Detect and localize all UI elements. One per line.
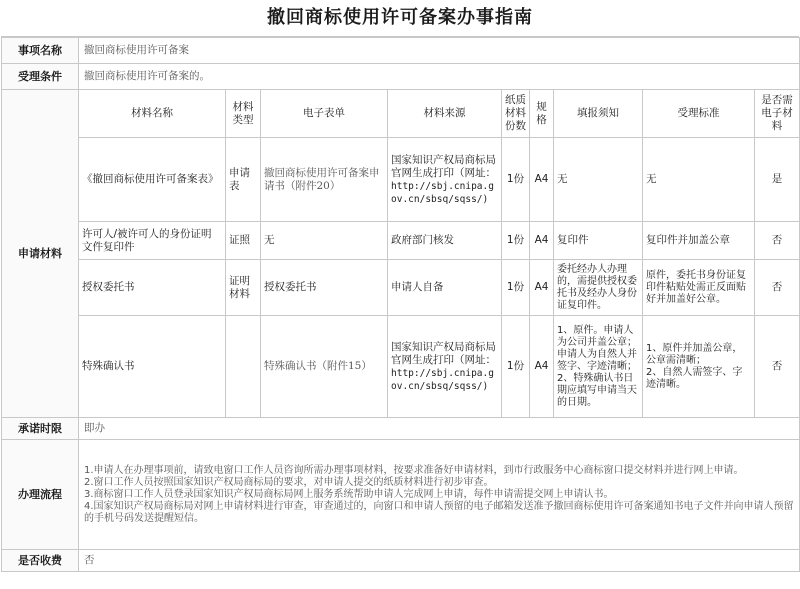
material-copies: 1份 bbox=[502, 222, 530, 260]
table-row bbox=[2, 260, 800, 316]
col-header-source: 材料来源 bbox=[388, 90, 502, 138]
material-notes: 委托经办人办理的，需提供授权委托书及经办人身份证复印件。 bbox=[554, 260, 643, 316]
col-header-copies: 纸质材料份数 bbox=[502, 90, 530, 138]
fee-row bbox=[2, 550, 800, 572]
material-type: 申请表 bbox=[226, 138, 261, 222]
material-copies: 1份 bbox=[502, 138, 530, 222]
acceptance-value: 撤回商标使用许可备案的。 bbox=[79, 64, 800, 90]
material-form: 撤回商标使用许可备案申请书（附件20） bbox=[261, 138, 388, 222]
material-standard: 原件，委托书身份证复印件粘贴处需正反面贴好并加盖好公章。 bbox=[643, 260, 755, 316]
material-notes: 复印件 bbox=[554, 222, 643, 260]
material-standard: 1、原件并加盖公章，公章需清晰； 2、自然人需签字、字迹清晰。 bbox=[643, 316, 755, 418]
process-row bbox=[2, 440, 800, 550]
process-step: 1.申请人在办理事项前，请致电窗口工作人员咨询所需办理事项材料，按要求准备好申请材料，到市行政服务中心商标窗口提交材料并进行网上申请。 bbox=[84, 464, 744, 476]
material-electronic: 否 bbox=[755, 222, 800, 260]
materials-header-row bbox=[2, 90, 800, 138]
material-source bbox=[388, 222, 502, 260]
material-source-url: http://sbj.cnipa.gov.cn/sbsq/sqss/) bbox=[391, 180, 494, 205]
col-header-electronic: 是否需电子材料 bbox=[755, 90, 800, 138]
material-form: 无 bbox=[261, 222, 388, 260]
material-electronic: 否 bbox=[755, 316, 800, 418]
material-spec: A4 bbox=[530, 316, 554, 418]
material-copies: 1份 bbox=[502, 260, 530, 316]
process-step: 3.商标窗口工作人员登录国家知识产权局商标局网上服务系统帮助申请人完成网上申请，每件申请需提交网上申请认书。 bbox=[84, 488, 614, 500]
col-header-name: 材料名称 bbox=[79, 90, 226, 138]
material-form: 特殊确认书（附件15） bbox=[261, 316, 388, 418]
table-row bbox=[2, 222, 800, 260]
material-electronic: 是 bbox=[755, 138, 800, 222]
material-type bbox=[226, 316, 261, 418]
col-header-type: 材料类型 bbox=[226, 90, 261, 138]
material-source-url: http://sbj.cnipa.gov.cn/sbsq/sqss/) bbox=[391, 367, 494, 392]
fee-value: 否 bbox=[79, 550, 800, 572]
table-row bbox=[2, 316, 800, 418]
time-limit-label: 承诺时限 bbox=[2, 418, 79, 440]
material-source-text: 申请人自备 bbox=[391, 281, 444, 293]
material-standard: 复印件并加盖公章 bbox=[643, 222, 755, 260]
process-label: 办理流程 bbox=[2, 440, 79, 550]
material-source bbox=[388, 316, 502, 418]
material-copies: 1份 bbox=[502, 316, 530, 418]
material-name: 特殊确认书 bbox=[79, 316, 226, 418]
col-header-spec: 规格 bbox=[530, 90, 554, 138]
col-header-notes: 填报须知 bbox=[554, 90, 643, 138]
fee-label: 是否收费 bbox=[2, 550, 79, 572]
material-source-text: 国家知识产权局商标局官网生成打印（网址： bbox=[391, 340, 496, 366]
material-type: 证明材料 bbox=[226, 260, 261, 316]
materials-label: 申请材料 bbox=[2, 90, 79, 418]
acceptance-row bbox=[2, 64, 800, 90]
material-name: 授权委托书 bbox=[79, 260, 226, 316]
col-header-standard: 受理标准 bbox=[643, 90, 755, 138]
material-source-text: 政府部门核发 bbox=[391, 234, 454, 246]
material-source-text: 国家知识产权局商标局官网生成打印（网址： bbox=[391, 153, 496, 179]
material-source bbox=[388, 260, 502, 316]
material-form: 授权委托书 bbox=[261, 260, 388, 316]
guide-table bbox=[1, 37, 800, 572]
page-title: 撤回商标使用许可备案办事指南 bbox=[1, 0, 799, 37]
item-name-value: 撤回商标使用许可备案 bbox=[79, 38, 800, 64]
process-steps bbox=[79, 440, 800, 550]
acceptance-label: 受理条件 bbox=[2, 64, 79, 90]
material-standard: 无 bbox=[643, 138, 755, 222]
process-step: 2.窗口工作人员按照国家知识产权局商标局的要求，对申请人提交的纸质材料进行初步审查。 bbox=[84, 476, 494, 488]
material-spec: A4 bbox=[530, 222, 554, 260]
material-notes: 1、原件。申请人为公司并盖公章；申请人为自然人并签字、字迹清晰； 2、特殊确认书日期应填写申请当天的日期。 bbox=[554, 316, 643, 418]
material-name: 许可人/被许可人的身份证明文件复印件 bbox=[79, 222, 226, 260]
time-limit-value: 即办 bbox=[79, 418, 800, 440]
col-header-form: 电子表单 bbox=[261, 90, 388, 138]
item-name-label: 事项名称 bbox=[2, 38, 79, 64]
material-spec: A4 bbox=[530, 260, 554, 316]
material-electronic: 否 bbox=[755, 260, 800, 316]
material-notes: 无 bbox=[554, 138, 643, 222]
material-source bbox=[388, 138, 502, 222]
table-row bbox=[2, 138, 800, 222]
time-limit-row bbox=[2, 418, 800, 440]
process-step: 4.国家知识产权局商标局对网上申请材料进行审查，审查通过的，向窗口和申请人预留的电子邮箱发送准予撤回商标使用许可备案通知书电子文件并向申请人预留的手机号码发送提醒短信。 bbox=[84, 500, 794, 524]
material-spec: A4 bbox=[530, 138, 554, 222]
material-name: 《撤回商标使用许可备案表》 bbox=[79, 138, 226, 222]
item-name-row bbox=[2, 38, 800, 64]
material-type: 证照 bbox=[226, 222, 261, 260]
